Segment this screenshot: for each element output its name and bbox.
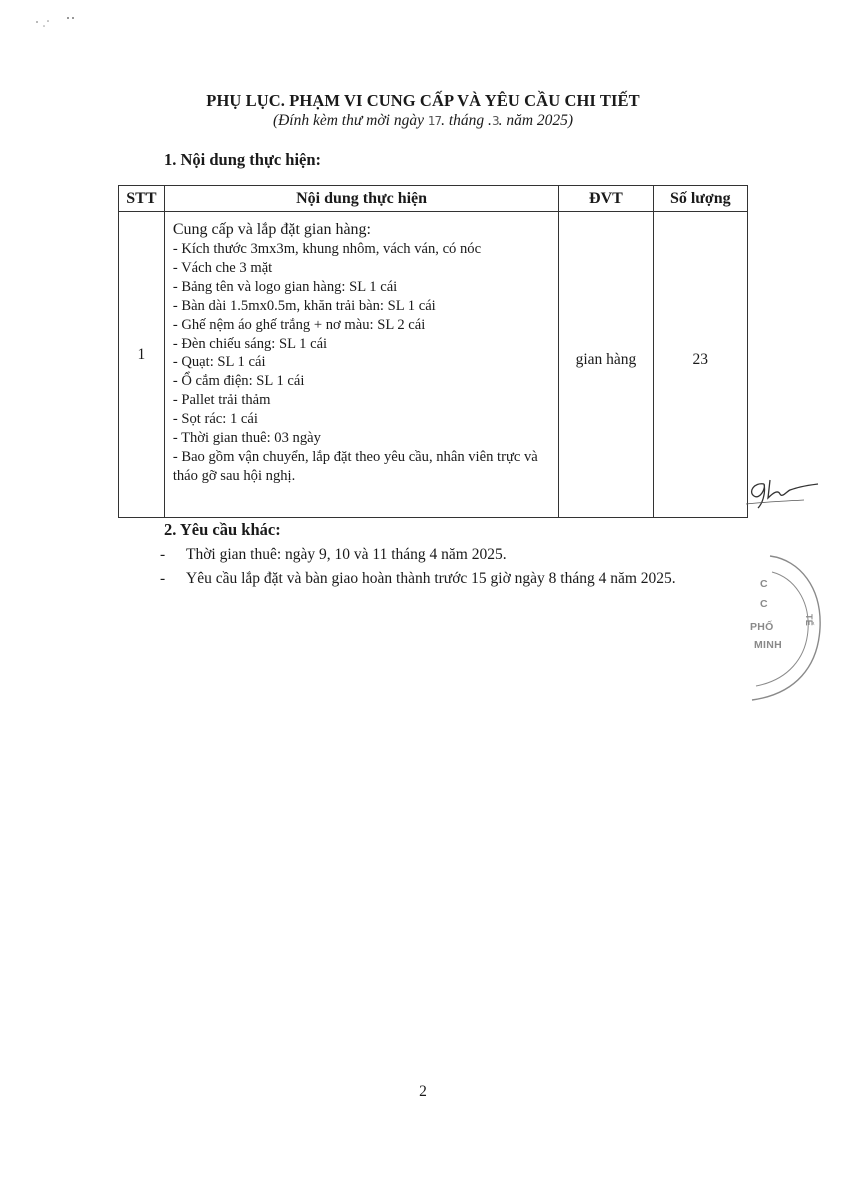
list-item: - Vách che 3 mặt [172,259,273,276]
row-unit: gian hàng [559,212,653,518]
list-item: - Đèn chiếu sáng: SL 1 cái [172,335,328,352]
handwritten-day: 17 [427,114,442,128]
handwritten-month: 3 [491,114,499,128]
stamp-ring [730,548,830,708]
content-items [173,240,552,486]
document-subtitle [0,112,846,130]
row-content [164,212,558,518]
header-quantity: Số lượng [653,186,747,212]
document-title: PHỤ LỤC. PHẠM VI CUNG CẤP VÀ YÊU CẦU CHI TIẾT [206,91,640,110]
header-stt: STT [119,186,165,212]
stamp-text-c2: C [760,598,768,610]
list-item: - Ghế nệm áo ghế trắng + nơ màu: SL 2 cái [172,316,426,333]
list-item: - Thời gian thuê: 03 ngày [172,430,321,447]
list-item: - Bảng tên và logo gian hàng: SL 1 cái [172,278,398,295]
handwritten-initials [744,474,822,512]
requirement-text: Thời gian thuê: ngày 9, 10 và 11 tháng 4 năm 2025. [186,546,507,563]
other-requirements-list [160,543,676,591]
scan-specks [34,14,84,28]
section-1-heading: 1. Nội dung thực hiện: [164,150,322,169]
scope-table [118,185,748,518]
stamp-text-c1: C [760,578,768,590]
official-stamp [730,548,830,708]
header-content: Nội dung thực hiện [164,186,558,212]
table-header-row [119,186,748,212]
content-heading: Cung cấp và lắp đặt gian hàng: [172,221,371,238]
list-dash: - [160,570,166,587]
list-item: - Ổ cắm điện: SL 1 cái [172,373,305,390]
table-row [119,212,748,518]
row-quantity: 23 [653,212,747,518]
stamp-text-side: TẾ [804,614,814,627]
list-item: - Quạt: SL 1 cái [172,354,266,371]
section-2-heading: 2. Yêu cầu khác: [164,520,281,539]
page-number: 2 [419,1083,427,1100]
row-stt: 1 [119,212,165,518]
subtitle-prefix: (Đính kèm thư mời ngày [272,112,428,129]
list-item: - Bàn dài 1.5mx0.5m, khăn trải bàn: SL 1 cái [172,297,436,314]
header-unit: ĐVT [559,186,653,212]
list-dash: - [160,546,166,563]
stamp-text-pho: PHỐ [750,621,774,633]
list-item: - Kích thước 3mx3m, khung nhôm, vách ván, có nóc [172,241,482,257]
list-item: - Bao gồm vận chuyển, lắp đặt theo yêu cầu, nhân viên trực và tháo gỡ sau hội nghị. [172,448,538,484]
requirement-text: Yêu cầu lắp đặt và bàn giao hoàn thành trước 15 giờ ngày 8 tháng 4 năm 2025. [186,570,676,587]
list-item [160,567,676,591]
subtitle-mid: . tháng . [441,112,492,129]
stamp-text-minh: MINH [754,639,783,651]
list-item: - Sọt rác: 1 cái [172,411,258,428]
list-item [160,543,676,567]
list-item: - Pallet trải thảm [172,392,271,409]
subtitle-suffix: . năm 2025) [498,112,574,129]
